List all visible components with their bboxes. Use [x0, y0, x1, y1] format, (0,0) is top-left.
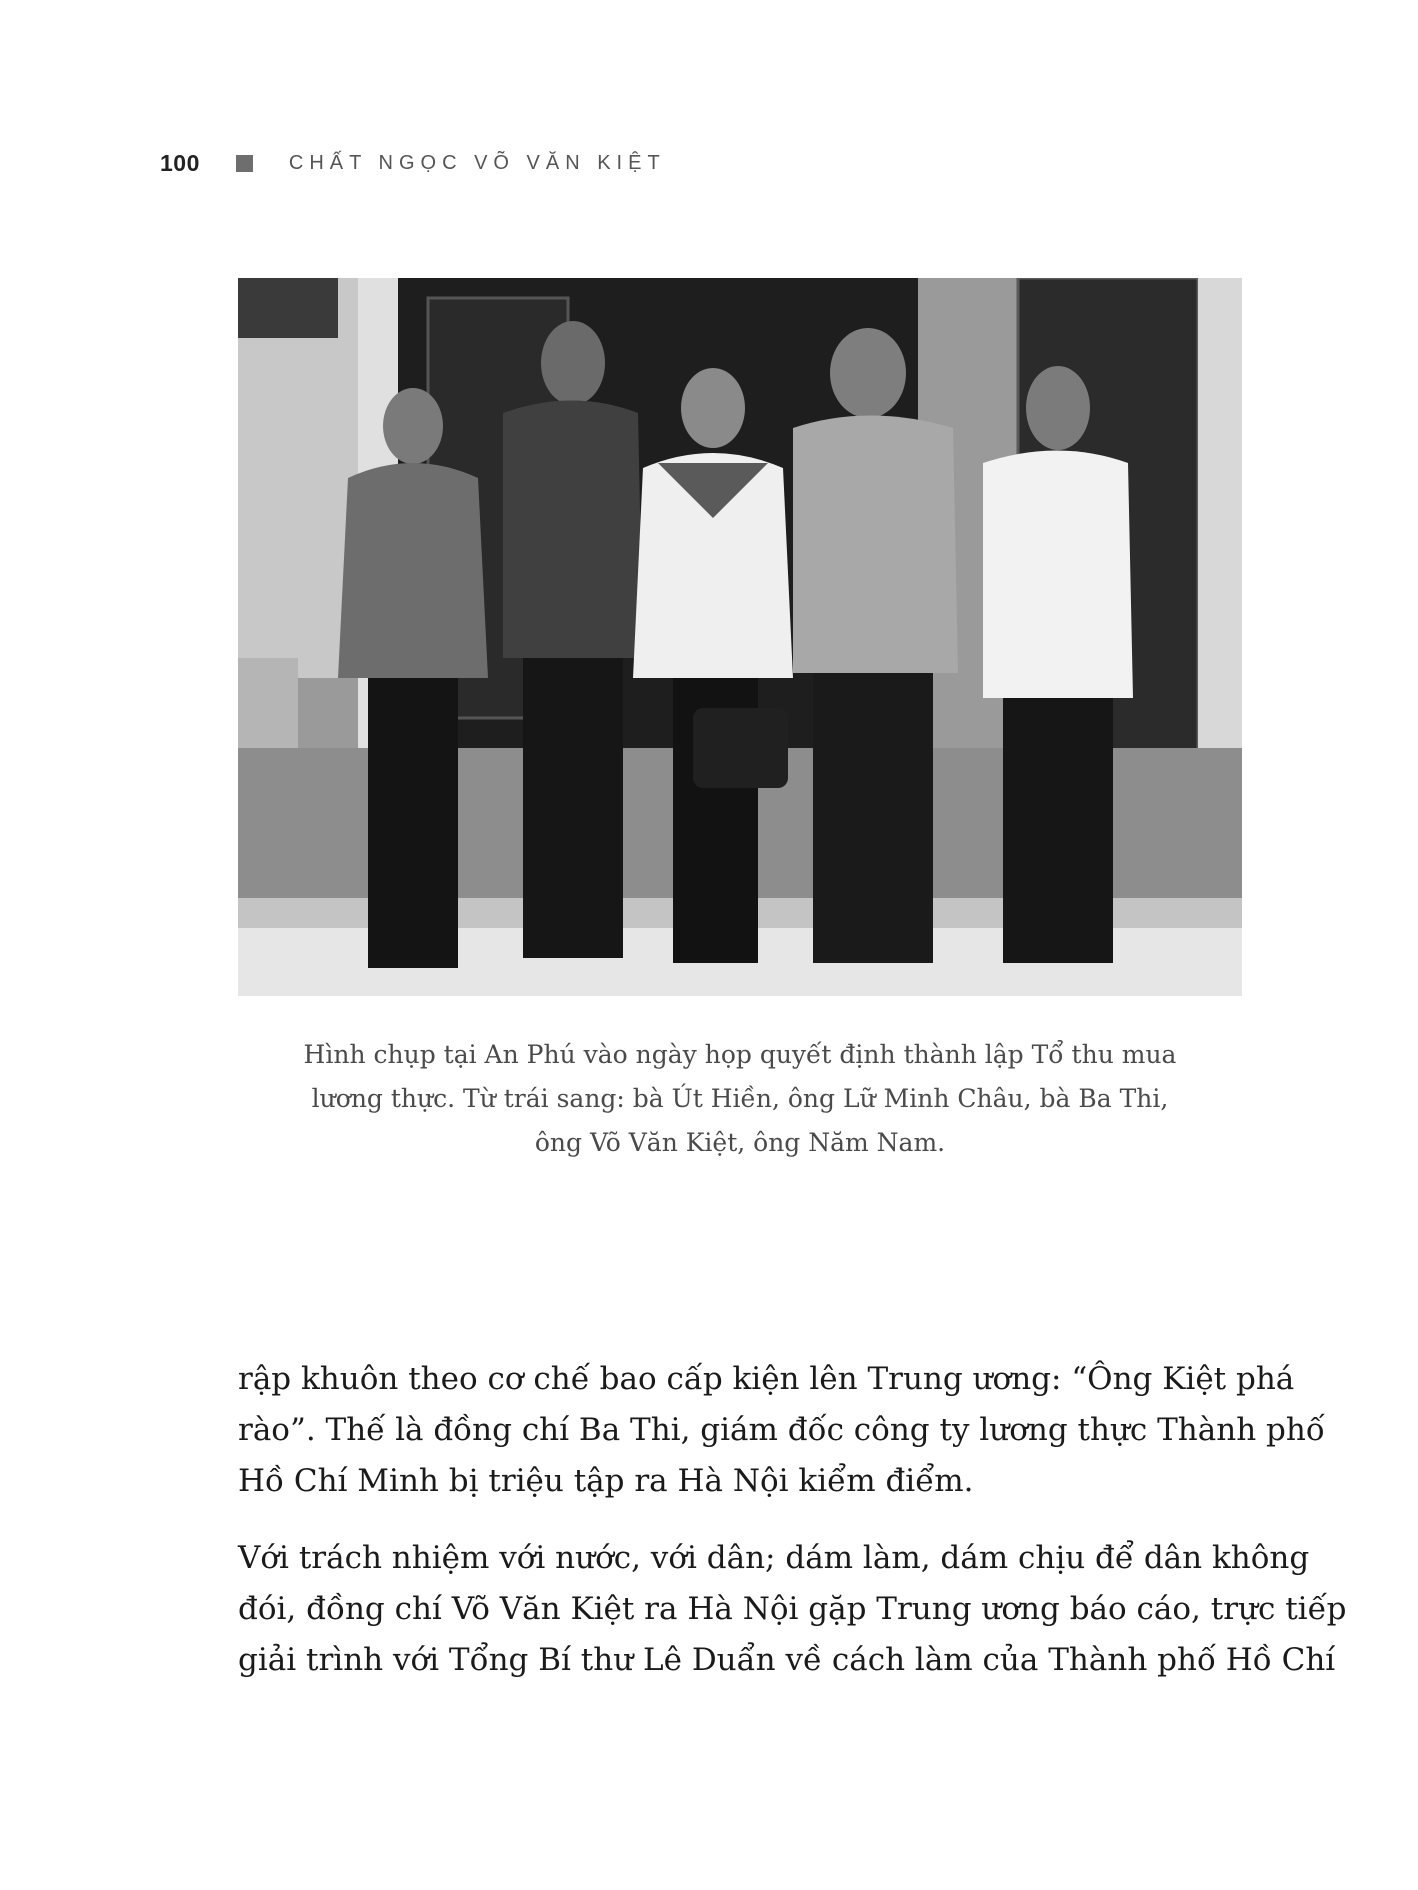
paragraph [238, 1533, 1347, 1686]
body-text [238, 1354, 1347, 1712]
caption-line: ông Võ Văn Kiệt, ông Năm Nam. [534, 1128, 946, 1157]
text-line: Hồ Chí Minh bị triệu tập ra Hà Nội kiểm điểm. [238, 1463, 974, 1499]
photo-caption [238, 1033, 1242, 1165]
text-line: giải trình với Tổng Bí thư Lê Duẩn về cách làm của Thành phố Hồ Chí [238, 1642, 1336, 1678]
text-line: Với trách nhiệm với nước, với dân; dám làm, dám chịu để dân không [238, 1540, 1310, 1576]
paragraph [238, 1354, 1325, 1507]
square-separator-icon [236, 155, 253, 172]
running-header [160, 148, 666, 178]
caption-line: Hình chụp tại An Phú vào ngày họp quyết định thành lập Tổ thu mua [303, 1040, 1177, 1069]
text-line: rào”. Thế là đồng chí Ba Thi, giám đốc công ty lương thực Thành phố [238, 1412, 1325, 1448]
text-line: rập khuôn theo cơ chế bao cấp kiện lên Trung ương: “Ông Kiệt phá [238, 1361, 1295, 1397]
caption-line: lương thực. Từ trái sang: bà Út Hiền, ông Lữ Minh Châu, bà Ba Thi, [311, 1084, 1169, 1113]
text-line: đói, đồng chí Võ Văn Kiệt ra Hà Nội gặp Trung ương báo cáo, trực tiếp [238, 1591, 1347, 1627]
page-number: 100 [160, 149, 200, 176]
photo-illustration [238, 278, 1242, 996]
book-title: CHẤT NGỌC VÕ VĂN KIỆT [288, 151, 666, 174]
group-photo [238, 278, 1242, 996]
